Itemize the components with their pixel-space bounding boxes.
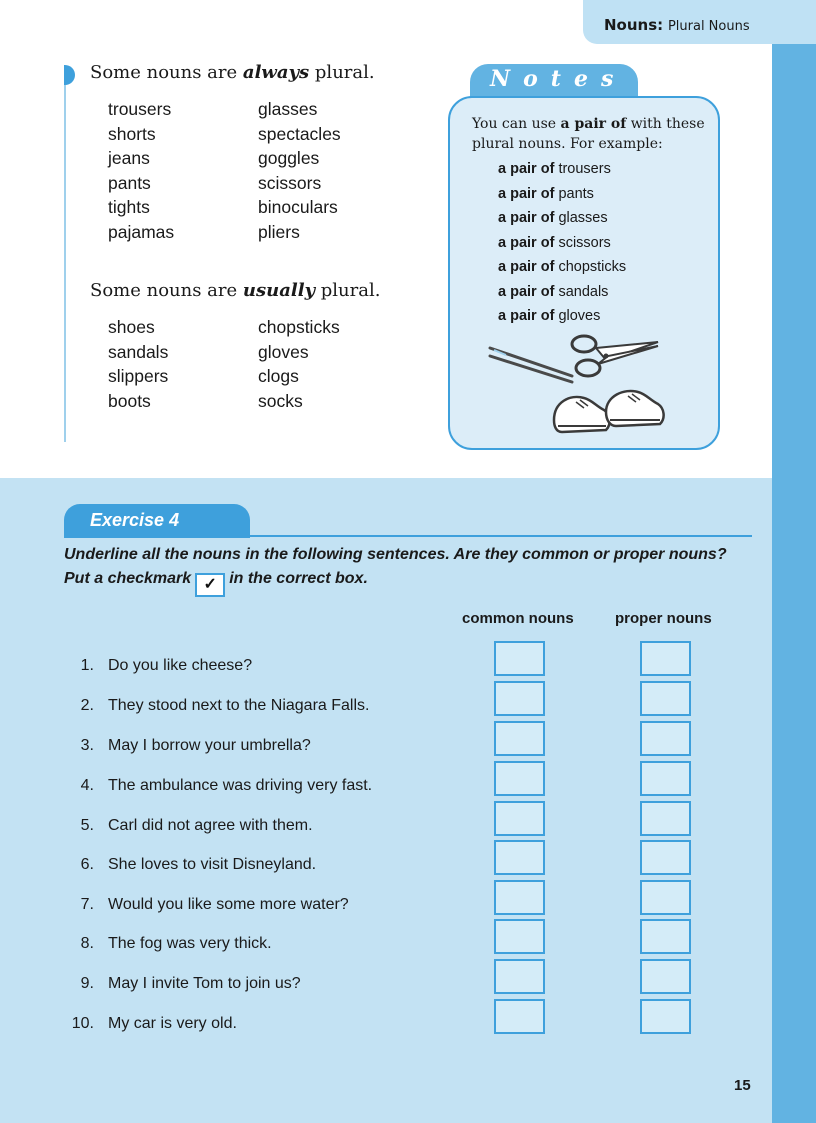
list-item: slippers — [108, 366, 169, 386]
list-item: shoes — [108, 317, 155, 337]
question-text: The fog was very thick. — [108, 935, 272, 952]
question-number: 2. — [80, 697, 94, 714]
question-text: My car is very old. — [108, 1015, 237, 1032]
column-header-proper: proper nouns — [615, 610, 712, 627]
column-header-common: common nouns — [462, 610, 574, 627]
list-item: boots — [108, 390, 151, 411]
common-noun-checkbox[interactable] — [494, 721, 545, 756]
list-item: a pair of pants — [498, 185, 594, 202]
question-number: 6. — [80, 856, 94, 873]
page-header — [604, 16, 750, 34]
notes-examples — [498, 157, 626, 329]
notes-intro: You can use a pair of with these plural nouns. For example: — [472, 116, 705, 152]
common-noun-checkbox[interactable] — [494, 641, 545, 676]
proper-noun-checkbox[interactable] — [640, 840, 691, 875]
common-noun-checkbox[interactable] — [494, 801, 545, 836]
question-number: 7. — [80, 896, 94, 913]
common-noun-checkbox[interactable] — [494, 761, 545, 796]
list-item: gloves — [258, 341, 309, 362]
list-item: clogs — [258, 366, 299, 386]
list-item: glasses — [258, 99, 318, 119]
list-item: socks — [258, 390, 303, 411]
proper-noun-checkbox[interactable] — [640, 641, 691, 676]
exercise-rule — [64, 535, 752, 537]
list-item: binoculars — [258, 197, 338, 217]
side-color-strip — [772, 0, 816, 1123]
common-noun-checkbox[interactable] — [494, 880, 545, 915]
question-text: May I invite Tom to join us? — [108, 975, 301, 992]
page-number: 15 — [734, 1077, 751, 1094]
question-text: Carl did not agree with them. — [108, 817, 313, 834]
question-number: 1. — [80, 657, 94, 674]
list-item: shorts — [108, 123, 156, 144]
question-number: 5. — [80, 817, 94, 834]
proper-noun-checkbox[interactable] — [640, 721, 691, 756]
list-item: chopsticks — [258, 317, 340, 337]
list-item: a pair of sandals — [498, 283, 609, 300]
question-number: 9. — [80, 975, 94, 992]
exercise-instruction-2: Put a checkmark ✓ in the correct box. — [64, 570, 368, 597]
list-item: pliers — [258, 221, 300, 242]
bullet-marker-icon — [64, 65, 75, 85]
question-number: 3. — [80, 737, 94, 754]
proper-noun-checkbox[interactable] — [640, 681, 691, 716]
list-item: a pair of trousers — [498, 161, 611, 177]
proper-noun-checkbox[interactable] — [640, 761, 691, 796]
list-item: a pair of chopsticks — [498, 259, 627, 275]
usually-plural-list-2 — [258, 315, 340, 413]
usually-plural-list-1 — [108, 315, 168, 413]
proper-noun-checkbox[interactable] — [640, 880, 691, 915]
list-item: jeans — [108, 148, 150, 168]
list-item: pajamas — [108, 221, 175, 242]
header-subtopic: Plural Nouns — [667, 19, 750, 34]
common-noun-checkbox[interactable] — [494, 919, 545, 954]
common-noun-checkbox[interactable] — [494, 840, 545, 875]
proper-noun-checkbox[interactable] — [640, 999, 691, 1034]
list-item: a pair of glasses — [498, 210, 608, 226]
question-text: The ambulance was driving very fast. — [108, 777, 373, 794]
list-item: spectacles — [258, 123, 341, 144]
section-divider-line — [64, 70, 66, 442]
list-item: tights — [108, 197, 150, 217]
notes-title: Notes — [490, 66, 627, 92]
common-noun-checkbox[interactable] — [494, 681, 545, 716]
chopsticks-icon — [486, 340, 576, 386]
shoes-icon — [548, 386, 668, 442]
list-item: a pair of gloves — [498, 308, 601, 324]
question-text: She loves to visit Disneyland. — [108, 856, 317, 873]
proper-noun-checkbox[interactable] — [640, 801, 691, 836]
always-plural-list-1 — [108, 97, 174, 244]
question-number: 4. — [80, 777, 94, 794]
question-text: Would you like some more water? — [108, 896, 349, 913]
common-noun-checkbox[interactable] — [494, 999, 545, 1034]
exercise-instruction-1: Underline all the nouns in the following sentences. Are they common or proper nouns? — [64, 546, 727, 563]
always-plural-heading: Some nouns are always plural. — [90, 62, 375, 83]
question-number: 8. — [80, 935, 94, 952]
list-item: a pair of scissors — [498, 234, 611, 251]
always-plural-list-2 — [258, 97, 341, 244]
proper-noun-checkbox[interactable] — [640, 919, 691, 954]
list-item: trousers — [108, 99, 172, 119]
checkmark-icon: ✓ — [195, 573, 225, 597]
exercise-title: Exercise 4 — [90, 510, 180, 530]
list-item: sandals — [108, 341, 169, 362]
header-topic: Nouns: — [604, 16, 664, 34]
scissors-icon — [566, 330, 662, 382]
question-text: May I borrow your umbrella? — [108, 737, 311, 754]
list-item: scissors — [258, 172, 322, 193]
list-item: pants — [108, 172, 151, 193]
common-noun-checkbox[interactable] — [494, 959, 545, 994]
proper-noun-checkbox[interactable] — [640, 959, 691, 994]
list-item: goggles — [258, 148, 320, 168]
question-row — [0, 1015, 772, 1055]
question-text: They stood next to the Niagara Falls. — [108, 697, 370, 714]
question-number: 10. — [71, 1015, 94, 1032]
question-text: Do you like cheese? — [108, 657, 253, 674]
usually-plural-heading: Some nouns are usually plural. — [90, 280, 381, 301]
